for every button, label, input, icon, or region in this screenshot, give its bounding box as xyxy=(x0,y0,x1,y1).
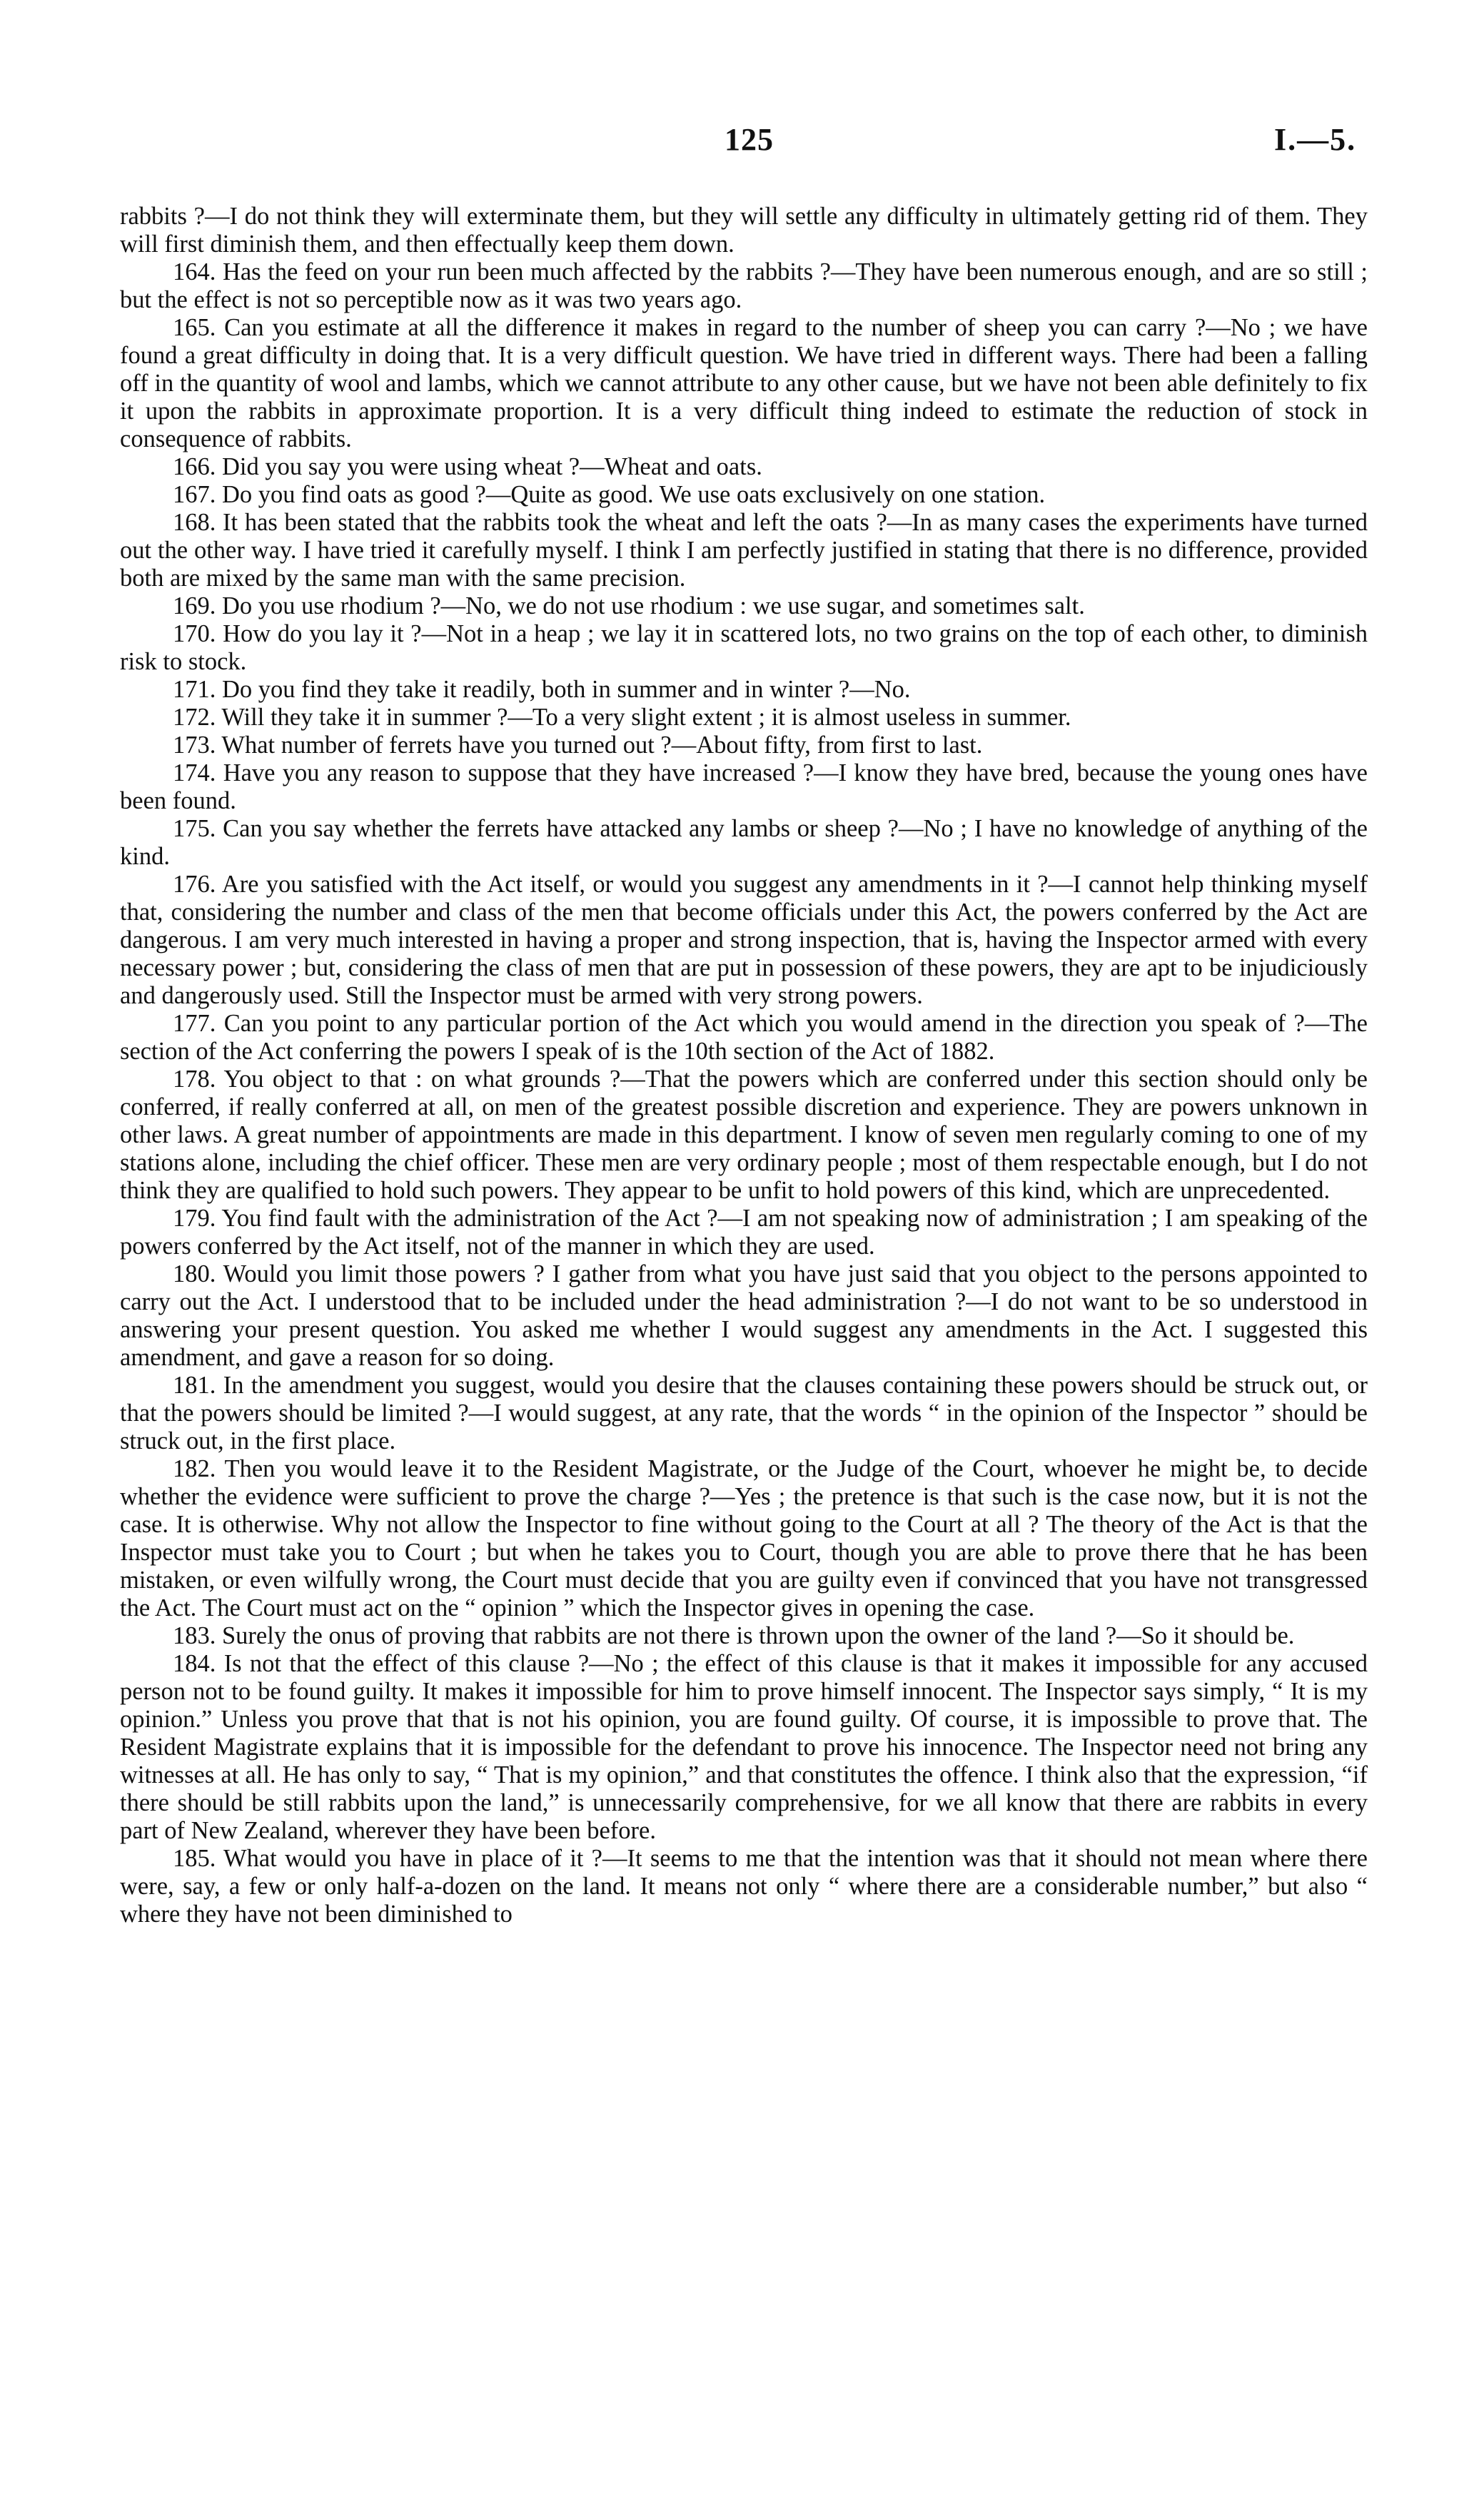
question-179: 179. You find fault with the administration of the Act ?—I am not speaking now of administration ; I am speaking of the powers conferred by the Act itself, not of the manner in which they are used. xyxy=(120,1205,1368,1260)
question-164: 164. Has the feed on your run been much affected by the rabbits ?—They have been numerous enough, and are so still ; but the effect is not so perceptible now as it was two years ago. xyxy=(120,258,1368,313)
question-175: 175. Can you say whether the ferrets have attacked any lambs or sheep ?—No ; I have no knowledge of anything of the kind. xyxy=(120,815,1368,870)
question-170: 170. How do you lay it ?—Not in a heap ; we lay it in scattered lots, no two grains on the top of each other, to diminish risk to stock. xyxy=(120,620,1368,675)
question-172: 172. Will they take it in summer ?—To a very slight extent ; it is almost useless in summer. xyxy=(173,704,1071,731)
paper-reference: I.—5. xyxy=(1274,122,1357,157)
question-178: 178. You object to that : on what grounds ?—That the powers which are conferred under this section should only be conferred, if really conferred at all, on men of the greatest possible discretion and experience. They are powers unknown in other laws. A great number of appointments are made in this department. I know of seven men regularly coming to one of my stations alone, including the chief officer. These men are very ordinary people ; most of them respectable enough, but I do not think they are qualified to hold such powers. They appear to be unfit to hold powers of this kind, which are unprecedented. xyxy=(120,1066,1368,1204)
question-166: 166. Did you say you were using wheat ?—Wheat and oats. xyxy=(173,453,762,480)
page-number: 125 xyxy=(725,122,774,157)
question-183: 183. Surely the onus of proving that rabbits are not there is thrown upon the owner of the land ?—So it should be. xyxy=(173,1622,1295,1649)
question-180: 180. Would you limit those powers ? I gather from what you have just said that you object to the persons appointed to carry out the Act. I understood that to be included under the head administration ?—I do not want to be so understood in answering your present question. You asked me whether I would suggest any amendments in the Act. I suggested this amendment, and gave a reason for so doing. xyxy=(120,1260,1368,1371)
question-181: 181. In the amendment you suggest, would you desire that the clauses containing these powers should be struck out, or that the powers should be limited ?—I would suggest, at any rate, that the words “ in the opinion of the Inspector ” should be struck out, in the first place. xyxy=(120,1372,1368,1454)
question-176: 176. Are you satisfied with the Act itself, or would you suggest any amendments in it ?—I cannot help thinking myself that, considering the number and class of the men that become officials under this Act, the powers conferred by the Act are dangerous. I am very much interested in having a proper and strong inspection, that is, having the Inspector armed with every necessary power ; but, considering the class of men that are put in possession of these powers, they are apt to be injudiciously and dangerously used. Still the Inspector must be armed with very strong powers. xyxy=(120,871,1368,1009)
evidence-text-body xyxy=(120,203,1368,1928)
question-177: 177. Can you point to any particular portion of the Act which you would amend in the direction you speak of ?—The section of the Act conferring the powers I speak of is the 10th section of the Act of 1882. xyxy=(120,1010,1368,1065)
question-171: 171. Do you find they take it readily, both in summer and in winter ?—No. xyxy=(173,676,911,703)
question-182: 182. Then you would leave it to the Resident Magistrate, or the Judge of the Court, whoever he might be, to decide whether the evidence were sufficient to prove the charge ?—Yes ; the pretence is that such is the case now, but it is not the case. It is otherwise. Why not allow the Inspector to fine without going to the Court at all ? The theory of the Act is that the Inspector must take you to Court ; but when he takes you to Court, though you are able to prove there that he has been mistaken, or even wilfully wrong, the Court must decide that you are guilty even if convinced that you have not transgressed the Act. The Court must act on the “ opinion ” which the Inspector gives in opening the case. xyxy=(120,1455,1368,1621)
question-167: 167. Do you find oats as good ?—Quite as good. We use oats exclusively on one station. xyxy=(173,481,1046,508)
question-184: 184. Is not that the effect of this clause ?—No ; the effect of this clause is that it makes it impossible for any accused person not to be found guilty. It makes it impossible for him to prove himself innocent. The Inspector says simply, “ It is my opinion.” Unless you prove that that is not his opinion, you are found guilty. Of course, it is impossible to prove that. The Resident Magistrate explains that it is impossible for the defendant to prove his innocence. The Inspector need not bring any witnesses at all. He has only to say, “ That is my opinion,” and that constitutes the offence. I think also that the expression, “if there should be still rabbits upon the land,” is unnecessarily comprehensive, for we all know that there are rabbits in every part of New Zealand, wherever they have been before. xyxy=(120,1650,1368,1844)
page-header xyxy=(0,121,1484,164)
paragraph-continuation: rabbits ?—I do not think they will exterminate them, but they will settle any difficulty in ultimately getting rid of them. They will first diminish them, and then effectually keep them down. xyxy=(120,203,1368,258)
question-168: 168. It has been stated that the rabbits took the wheat and left the oats ?—In as many cases the experiments have turned out the other way. I have tried it carefully myself. I think I am perfectly justified in stating that there is no difference, provided both are mixed by the same man with the same precision. xyxy=(120,509,1368,592)
question-173: 173. What number of ferrets have you turned out ?—About fifty, from first to last. xyxy=(173,732,983,759)
question-169: 169. Do you use rhodium ?—No, we do not use rhodium : we use sugar, and sometimes salt. xyxy=(173,592,1085,619)
question-165: 165. Can you estimate at all the difference it makes in regard to the number of sheep you can carry ?—No ; we have found a great difficulty in doing that. It is a very difficult question. We have tried in different ways. There had been a falling off in the quantity of wool and lambs, which we cannot attribute to any other cause, but we have not been able definitely to fix it upon the rabbits in approximate proportion. It is a very difficult thing indeed to estimate the reduction of stock in consequence of rabbits. xyxy=(120,314,1368,452)
question-185: 185. What would you have in place of it ?—It seems to me that the intention was that it should not mean where there were, say, a few or only half-a-dozen on the land. It means not only “ where there are a considerable number,” but also “ where they have not been diminished to xyxy=(120,1845,1368,1928)
question-174: 174. Have you any reason to suppose that they have increased ?—I know they have bred, because the young ones have been found. xyxy=(120,759,1368,814)
